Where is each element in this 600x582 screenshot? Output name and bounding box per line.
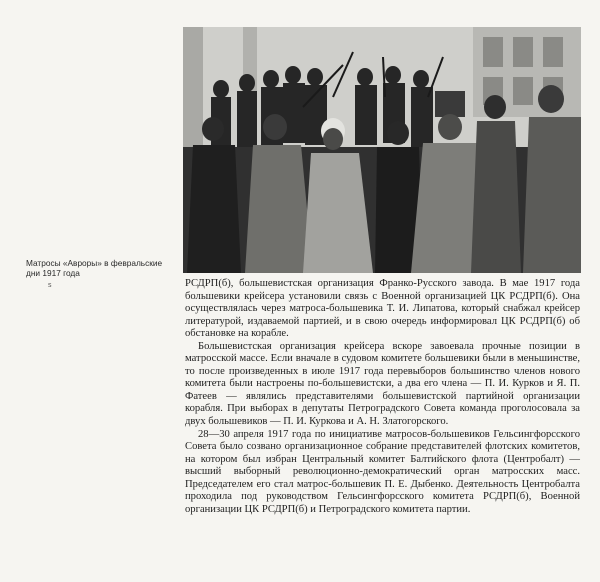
photo-window (543, 37, 563, 67)
photo-column (183, 27, 203, 147)
photo-window (483, 37, 503, 67)
paragraph-2: Большевистская организация крейсера вскоре завоевала прочные позиции в матросской массе. Если вначале в судовом комитете большевики были в меньшинстве, то после произведенных в июле 1917 года перевыборов большинство членов нового комитета были настроены по-большевистски, а два его члена — П. И. Курков и Я. П. Фатеев — являлись представителями большевистской партийной организации корабля. При выборах в депутаты Петроградского Совета команда проголосовала за двух большевиков — П. И. Куркова и А. Н. Златогорского. (185, 340, 580, 428)
caption-mark: s (48, 282, 52, 289)
photo-caption: Матросы «Авроры» в февральские дни 1917 года (26, 258, 163, 278)
photo-drawing (183, 27, 581, 273)
body-text (185, 278, 580, 516)
paragraph-1: РСДРП(б), большевистская организация Франко-Русского завода. В мае 1917 года большевики крейсера установили связь с Военной организацией ЦК РСДРП(б). Она осуществлялась через матроса-большевика Т. И. Липатова, который снабжал крейсер литературой, издаваемой партией, и в свою очередь информировал ЦК РСДРП(б) об обстановке на корабле. (185, 278, 580, 340)
paragraph-3: 28—30 апреля 1917 года по инициативе матросов-большевиков Гельсингфорсского Совета было созвано организационное собрание представителей флотских комитетов, на котором был избран Центральный комитет Балтийского флота (Центробалт) — высший выборный революционно-демократический орган матросских масс. Председателем его стал матрос-большевик П. Е. Дыбенко. Деятельность Центробалта проходила под руководством Гельсингфорсского комитета РСДРП(б), Военной организации ЦК РСДРП(б) и Петроградского комитета партии. (185, 428, 580, 515)
photo-window (513, 37, 533, 67)
photo-window (513, 77, 533, 105)
sailors-photograph (183, 27, 581, 273)
